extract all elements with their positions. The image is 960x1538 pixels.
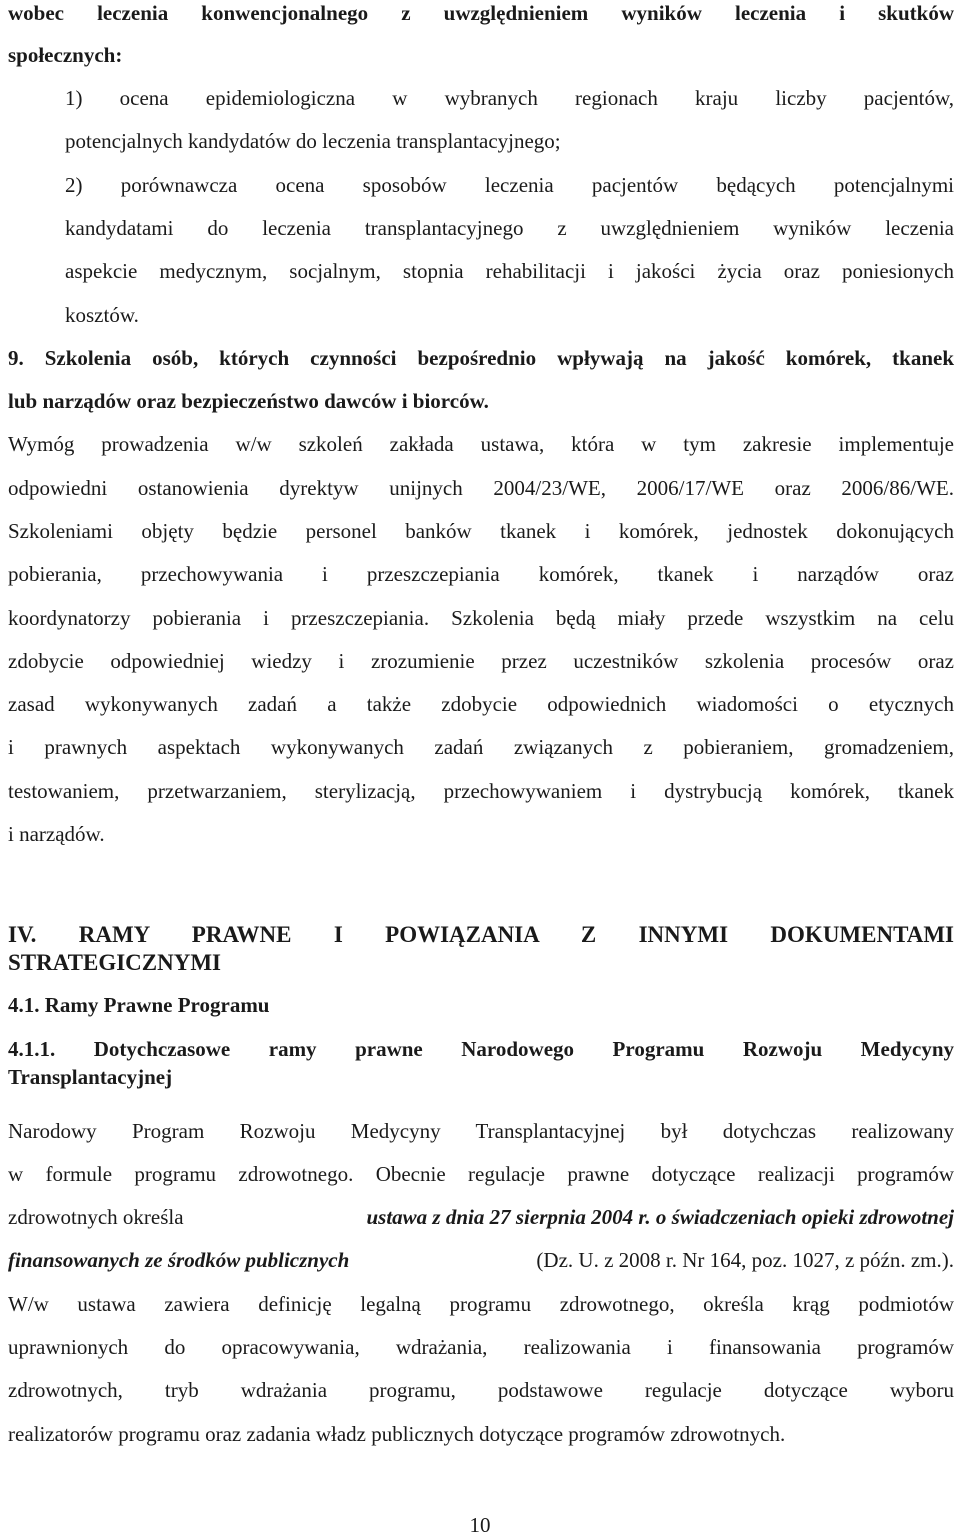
paragraph-line: zdrowotnych, tryb wdrażania programu, podstawowe regulacje dotyczące wyboru — [8, 1378, 954, 1402]
paragraph-line: zasad wykonywanych zadań a także zdobycie odpowiednich wiadomości o etycznych — [8, 692, 954, 716]
paragraph-line — [8, 1247, 954, 1273]
page-number: 10 — [469, 1513, 491, 1537]
paragraph-line: W/w ustawa zawiera definicję legalną programu zdrowotnego, określa krąg podmiotów — [8, 1292, 954, 1316]
act-title-span: ustawa z dnia 27 sierpnia 2004 r. o świadczeniach opieki zdrowotnej — [366, 1205, 954, 1229]
paragraph-line: Narodowy Program Rozwoju Medycyny Transplantacyjnej był dotychczas realizowany — [8, 1119, 954, 1143]
text-line: aspekcie medycznym, socjalnym, stopnia rehabilitacji i jakości życia oraz poniesionych — [65, 259, 954, 283]
paragraph-line: i narządów. — [8, 822, 105, 846]
chapter-heading: IV. RAMY PRAWNE I POWIĄZANIA Z INNYMI DOKUMENTAMI — [8, 922, 954, 947]
list-item-2: 2) porównawcza ocena sposobów leczenia pacjentów będących potencjalnymi — [65, 173, 954, 197]
text-line: kandydatami do leczenia transplantacyjnego z uwzględnieniem wyników leczenia — [65, 216, 954, 240]
subsubsection-heading-cont: Transplantacyjnej — [8, 1065, 173, 1089]
citation-span: (Dz. U. z 2008 r. Nr 164, poz. 1027, z późn. zm.). — [531, 1248, 954, 1272]
text-line: wobec leczenia konwencjonalnego z uwzględnieniem wyników leczenia i skutków — [8, 1, 954, 25]
text-line: potencjalnych kandydatów do leczenia transplantacyjnego; — [65, 129, 561, 153]
text-line: społecznych: — [8, 43, 123, 67]
paragraph-line: odpowiedni ostanowienia dyrektyw unijnych 2004/23/WE, 2006/17/WE oraz 2006/86/WE. — [8, 476, 954, 500]
paragraph-line: pobierania, przechowywania i przeszczepiania komórek, tkanek i narządów oraz — [8, 562, 954, 586]
subsection-heading: 4.1. Ramy Prawne Programu — [8, 993, 270, 1017]
paragraph-line — [8, 1204, 954, 1230]
paragraph-line: Szkoleniami objęty będzie personel banków tkanek i komórek, jednostek dokonujących — [8, 519, 954, 543]
act-title-span: finansowanych ze środków publicznych — [8, 1248, 350, 1272]
section-heading-9: 9. Szkolenia osób, których czynności bezpośrednio wpływają na jakość komórek, tkanek — [8, 346, 954, 370]
paragraph-line: testowaniem, przetwarzaniem, sterylizacją, przechowywaniem i dystrybucją komórek, tkanek — [8, 779, 954, 803]
paragraph-line: uprawnionych do opracowywania, wdrażania, realizowania i finansowania programów — [8, 1335, 954, 1359]
paragraph-line: zdobycie odpowiedniej wiedzy i zrozumienie przez uczestników szkolenia procesów oraz — [8, 649, 954, 673]
paragraph-line: Wymóg prowadzenia w/w szkoleń zakłada ustawa, która w tym zakresie implementuje — [8, 432, 954, 456]
paragraph-line: i prawnych aspektach wykonywanych zadań związanych z pobieraniem, gromadzeniem, — [8, 735, 954, 759]
list-item-1: 1) ocena epidemiologiczna w wybranych regionach kraju liczby pacjentów, — [65, 86, 954, 110]
text-span: zdrowotnych określa — [8, 1205, 189, 1229]
paragraph-line: koordynatorzy pobierania i przeszczepiania. Szkolenia będą miały przede wszystkim na celu — [8, 606, 954, 630]
subsubsection-heading: 4.1.1. Dotychczasowe ramy prawne Narodowego Programu Rozwoju Medycyny — [8, 1037, 954, 1061]
paragraph-line: realizatorów programu oraz zadania władz publicznych dotyczące programów zdrowotnych. — [8, 1422, 786, 1446]
section-heading-9-cont: lub narządów oraz bezpieczeństwo dawców i biorców. — [8, 389, 489, 413]
chapter-heading-cont: STRATEGICZNYMI — [8, 950, 221, 975]
paragraph-line: w formule programu zdrowotnego. Obecnie regulacje prawne dotyczące realizacji programów — [8, 1162, 954, 1186]
text-line: kosztów. — [65, 303, 139, 327]
